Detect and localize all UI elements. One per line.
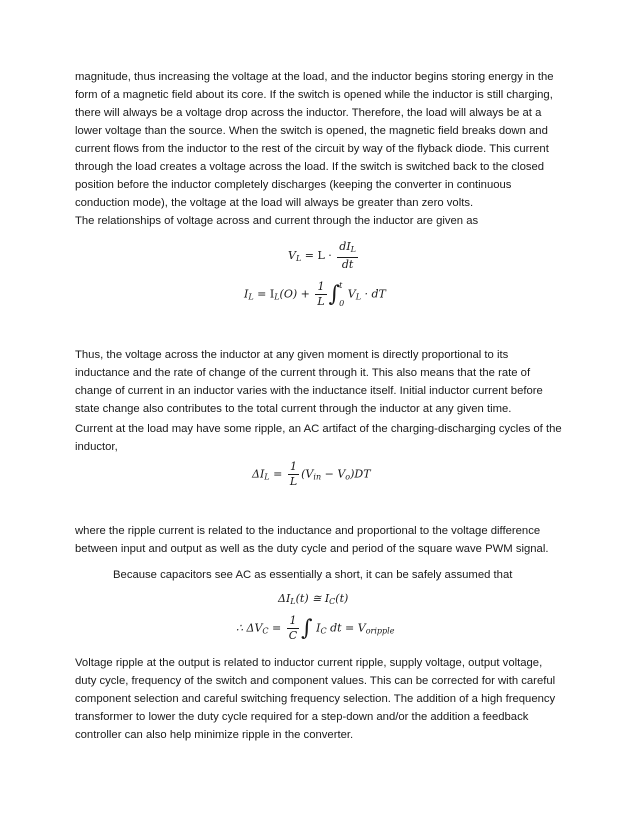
equation-inductor-current: $I_L = I_L(O)$ + $\frac{1}{L}$ ∫ t 0 $V_L$ · dT	[244, 280, 386, 308]
eq1-fraction: $\frac{dI_L}{dt}$	[339, 240, 356, 271]
eq5-fraction: $\frac{1}{C}$	[288, 614, 298, 642]
equation-voltage-ripple: ∴ $\Delta V_C$ = $\frac{1}{C}$ ∫ $I_C$ dt = $V_{oripple}$	[236, 614, 395, 642]
paragraph-flyback-operation: magnitude, thus increasing the voltage at the load, and the inductor begins storing energy in the form of a magnetic field about its core. If the switch is opened while the inductor is still charging, there will always be a voltage drop across the inductor. Therefore, the load will always be at a lower voltage than the source. When the switch is opened, the magnetic field breaks down and current flows from the inductor to the rest of the circuit by way of the flyback diode. This current through the load creates a voltage across the load. If the switch is switched back to the closed position before the inductor completely discharges (keeping the converter in continuous conduction mode), the voltage at the load will always be greater than zero volts.	[75, 71, 554, 209]
equation-ripple-current: $\Delta I_L$ = $\frac{1}{L}$ $(V_{in} - V_o)DT$	[252, 460, 371, 488]
equation-inductor-voltage: $V_L = L$ · $\frac{dI_L}{dt}$	[288, 240, 356, 271]
integral-symbol: ∫	[328, 281, 341, 307]
paragraph-load-ripple: Current at the load may have some ripple, an AC artifact of the charging-discharging cycles of the inductor,	[75, 423, 562, 453]
eq2-fraction: $\frac{1}{L}$	[317, 280, 325, 308]
integral-symbol: ∫	[301, 615, 313, 641]
eq3-fraction: $\frac{1}{L}$	[289, 460, 298, 488]
paragraph-ripple-relation: where the ripple current is related to the inductance and proportional to the voltage difference between input and output as well as the duty cycle and period of the square wave PWM signal.	[75, 525, 549, 555]
paragraph-voltage-proportional: Thus, the voltage across the inductor at any given moment is directly proportional to its inductance and the rate of change of the current through it. This also means that the rate of change of current in an inductor varies with the inductance itself. Initial inductor current before state change also contributes to the total current through the inductor at any given time.	[75, 349, 543, 415]
paragraph-voltage-ripple-output: Voltage ripple at the output is related to inductor current ripple, supply voltage, output voltage, duty cycle, frequency of the switch and component values. This can be corrected for with careful component selection and careful switching frequency selection. The addition of a high frequency transformer to lower the duty cycle required for a step-down and/or the addition a feedback controller can also help minimize ripple in the converter.	[75, 657, 556, 741]
equation-capacitor-current: $\Delta I_L(t)$ ≅ $I_C(t)$	[278, 592, 349, 606]
paragraph-inductor-relationships: The relationships of voltage across and current through the inductor are given as	[75, 215, 479, 227]
paragraph-capacitor-assumption: Because capacitors see AC as essentially a short, it can be safely assumed that	[113, 569, 513, 581]
integral-limits: t 0	[339, 280, 345, 308]
eq1-lhs: V	[288, 249, 296, 262]
